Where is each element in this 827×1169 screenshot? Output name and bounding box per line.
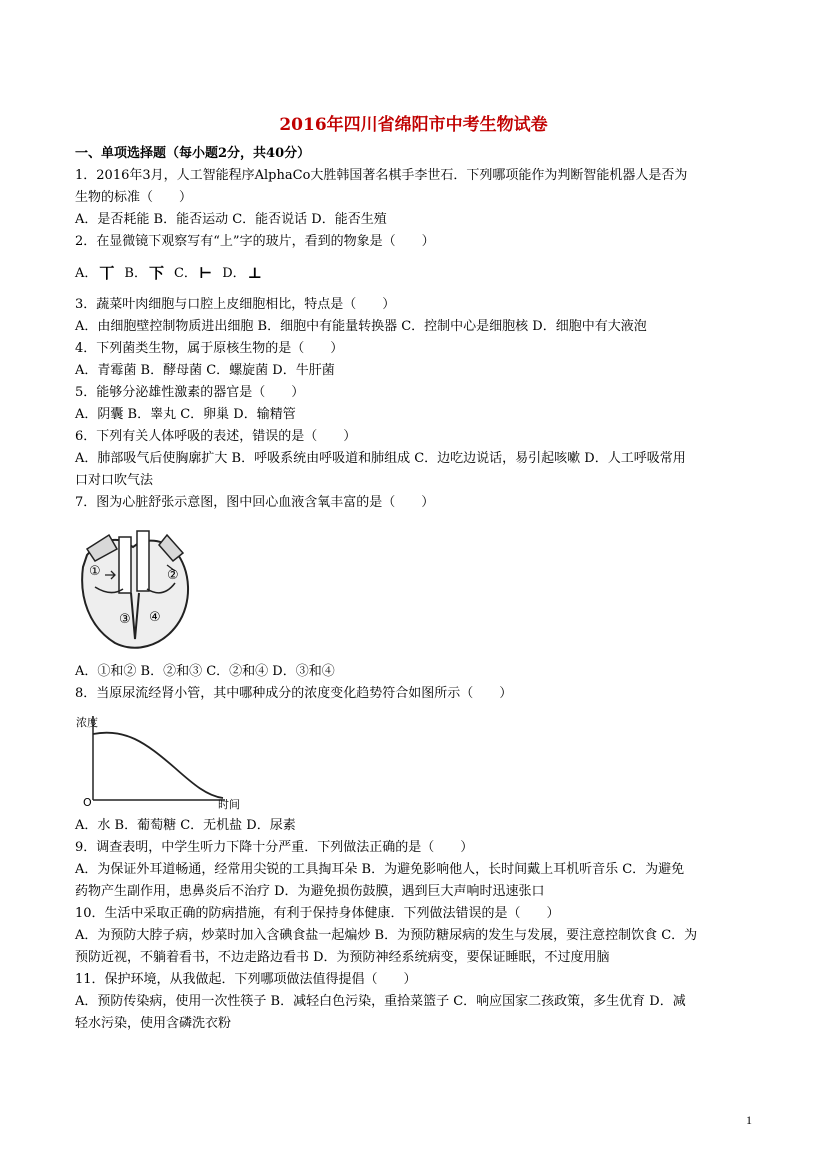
question-11-options-cont: 轻水污染，使用含磷洗衣粉 <box>75 1016 232 1031</box>
question-8-options: A．水 B．葡萄糖 C．无机盐 D．尿素 <box>75 818 296 833</box>
question-8: 8．当原尿流经肾小管，其中哪种成分的浓度变化趋势符合如图所示（ ） <box>75 686 513 701</box>
curve-line <box>93 733 223 798</box>
option-d-image: ⊥ <box>247 264 263 282</box>
question-9-options-cont: 药物产生副作用，患鼻炎后不治疗 D．为避免损伤鼓膜，遇到巨大声响时迅速张口 <box>75 884 545 899</box>
question-6-options-cont: 口对口吹气法 <box>75 473 154 488</box>
question-6-options: A．肺部吸气后使胸廓扩大 B．呼吸系统由呼吸道和肺组成 C．边吃边说话，易引起咳嗽 D．人工呼吸常用 <box>75 451 686 466</box>
y-axis-label: 浓度 <box>76 716 98 729</box>
question-6: 6．下列有关人体呼吸的表述，错误的是（ ） <box>75 429 357 444</box>
heart-label-3: ③ <box>119 612 131 627</box>
page-number: 1 <box>746 1113 752 1127</box>
question-3: 3．蔬菜叶肉细胞与口腔上皮细胞相比，特点是（ ） <box>75 297 396 312</box>
question-1: 1．2016年3月，人工智能程序AlphaCo大胜韩国著名棋手李世石．下列哪项能作为判断智能机器人是否为 <box>75 168 688 183</box>
question-4-options: A．青霉菌 B．酵母菌 C．螺旋菌 D．牛肝菌 <box>75 363 335 378</box>
page-title: 2016年四川省绵阳市中考生物试卷 <box>279 115 548 135</box>
question-5-options: A．阴囊 B．睾丸 C．卵巢 D．输精管 <box>75 407 296 422</box>
option-c-label: C． <box>173 266 197 281</box>
question-2-options <box>75 262 755 285</box>
question-4: 4．下列菌类生物，属于原核生物的是（ ） <box>75 341 344 356</box>
question-1-options: A．是否耗能 B．能否运动 C．能否说话 D．能否生殖 <box>75 212 387 227</box>
option-b-image: 下 <box>148 264 164 282</box>
concentration-curve <box>75 712 250 810</box>
option-b-label: B． <box>124 266 147 281</box>
question-10-options-cont: 预防近视，不躺着看书，不边走路边看书 D．为预防神经系统病变，要保证睡眠，不过度用脑 <box>75 950 610 965</box>
question-9: 9．调查表明，中学生听力下降十分严重．下列做法正确的是（ ） <box>75 840 474 855</box>
question-5: 5．能够分泌雄性激素的器官是（ ） <box>75 385 305 400</box>
question-10: 10．生活中采取正确的防病措施，有利于保持身体健康．下列做法错误的是（ ） <box>75 906 560 921</box>
question-2: 2．在显微镜下观察写有“上”字的玻片，看到的物象是（ ） <box>75 234 435 249</box>
option-a-label: A． <box>75 266 98 281</box>
question-7-options: A．①和② B．②和③ C．②和④ D．③和④ <box>75 664 335 679</box>
option-a-image: 丅 <box>99 264 115 282</box>
heart-label-2: ② <box>167 568 179 583</box>
option-d-label: D． <box>222 266 246 281</box>
question-10-options: A．为预防大脖子病，炒菜时加入含碘食盐一起煸炒 B．为预防糖尿病的发生与发展，要注意控制饮食 C．为 <box>75 928 698 943</box>
question-9-options: A．为保证外耳道畅通，经常用尖锐的工具掏耳朵 B．为避免影响他人，长时间戴上耳机听音乐 C．为避免 <box>75 862 685 877</box>
question-7: 7．图为心脏舒张示意图，图中回心血液含氧丰富的是（ ） <box>75 495 435 510</box>
option-c-image: ⊢ <box>198 264 213 282</box>
question-3-options: A．由细胞壁控制物质进出细胞 B．细胞中有能量转换器 C．控制中心是细胞核 D．细胞中有大液泡 <box>75 319 647 334</box>
question-11-options: A．预防传染病，使用一次性筷子 B．减轻白色污染，重拾菜篮子 C．响应国家二孩政策，多生优育 D．减 <box>75 994 686 1009</box>
origin-label: O <box>83 796 92 809</box>
question-1-cont: 生物的标准（ ） <box>75 190 193 205</box>
x-axis-label: 时间 <box>218 798 240 810</box>
section-heading: 一、单项选择题（每小题2分，共40分） <box>75 146 311 161</box>
heart-label-1: ① <box>89 564 101 579</box>
heart-label-4: ④ <box>149 610 161 625</box>
question-11: 11．保护环境，从我做起．下列哪项做法值得提倡（ ） <box>75 972 417 987</box>
heart-diagram <box>75 527 200 652</box>
